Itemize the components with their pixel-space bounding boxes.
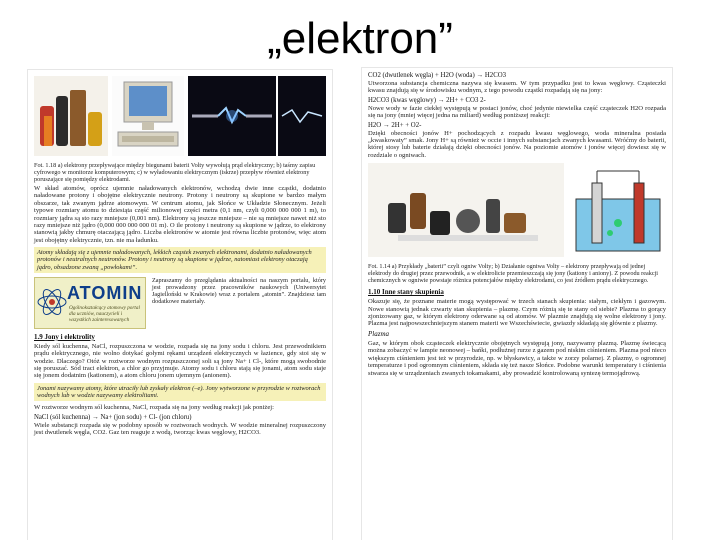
section-heading: 1.10 Inne stany skupienia <box>368 288 444 297</box>
spark-icon <box>278 76 326 156</box>
computer-icon <box>112 76 184 156</box>
paragraph: W roztworze wodnym sól kuchenna, NaCl, rozpada się na jony według reakcji jak poniżej: <box>34 404 274 412</box>
paragraph: Nowe wody w fazie ciekłej występują w postaci jonów, choć jedynie niewielka część cząsteczek H2O rozpada się na jony (mniej więcej jedna na miliard) według poniższej reakcji: <box>368 104 666 120</box>
figure-row <box>368 163 666 259</box>
section-heading: 1.9 Jony i elektrolity <box>34 332 95 341</box>
spark-photo-2 <box>278 76 326 156</box>
batteries-photo <box>34 76 108 156</box>
formula: H2CO3 (kwas węglowy) → 2H+ + CO3 2- <box>368 96 486 104</box>
formula: H2O → 2H+ + O2- <box>368 121 422 129</box>
spark-icon <box>188 76 276 156</box>
computer-photo <box>112 76 184 156</box>
photo-strip <box>34 76 326 160</box>
highlight-box: Jonami nazywamy atomy, które utraciły lub zyskały elektron (–e). Jony wytworzone w przyrodzie w roztworach wodnych lub w wodzie nazywamy elektrolitami. <box>34 383 326 401</box>
paragraph: Gaz, w którym obok cząsteczek elektrycznie obojętnych występują jony, nazywamy plazmą. Plazmę świecącą można zobaczyć w lampie neonowej – bańki, podłużnej rurze z gazem pod niskim ciśnieniem. Plazma pod nieco większym ciśnieniem jest też w przyrodzie, np. w błyskawicy, a także w zorzy polarnej. Z plazmy, o ogromnej temperaturze i pod ogromnym ciśnieniem, składa się też nasze Słońce. Podobne warunki temperatury i ciśnienia stwarza się w urządzeniach zwanych tokamakami, aby prowadzić kontrolowaną syntezę termojądrową. <box>368 339 666 377</box>
formula: CO2 (dwutlenek węgla) + H2O (woda) → H2CO3 <box>368 72 507 79</box>
atomin-logo[interactable] <box>34 277 146 329</box>
galvanic-cell-icon <box>568 163 668 257</box>
atomin-description: Zapraszamy do przeglądania aktualności na naszym portalu, który jest prowadzony przez pracowników naukowych (Uniwersytet Jagielloński w Krakowie) wraz z portalem „atomin”. Znajdziesz tam dodatkowe materiały. <box>152 276 326 305</box>
figure-caption: Fot. 1.14 a) Przykłady „baterii” czyli ogniw Volty; b) Działanie ogniwa Volty – elektrony przepływają od jednej elektrody do drugiej przez przewodnik, a w elektrolicie przemieszczają się jony (kationy i aniony). Z powodu reakcji chemicznych w ogniwie powstaje różnica potencjałów między elektrodami, co jest źródłem prądu elektrycznego. <box>368 263 659 285</box>
batteries-icon <box>34 76 108 156</box>
batteries-pile-icon <box>368 163 564 257</box>
right-page-scan <box>362 68 672 540</box>
paragraph: Kiedy sól kuchenna, NaCl, rozpuszczona w wodzie, rozpada się na jony sodu i chloru. Jest przewodnikiem prądu elektrycznego, nie wolno dotykać gołymi rękami urządzeń elektrycznych w łazience, gdy stoi się w wodzie. Dlaczego? Otóż w roztworze wodnym rozpuszczonej soli są jony Na+ i Cl-, które mogą swobodnie się poruszać. Sód traci elektron, a chlor go przyjmuje. Atomy sodu i chloru stają się jonami, atom sodu staje się jonem dodatnim (kationem), a atom chloru jonem ujemnym (anionem). <box>34 342 326 380</box>
subsection-heading: Plazma <box>368 329 389 338</box>
atomin-subtitle: Ogólnokształcący atomowy portal dla uczniów, nauczycieli i wszystkich zainteresowanych <box>69 304 140 323</box>
paragraph: W skład atomów, oprócz ujemnie naładowanych elektronów, wchodzą dwie inne cząstki, dodatnio naładowane protony i obojętne elektrycznie neutrony. Protony i neutrony są skupione w bardzo małym obszarze, tak zwanym jądrze atomowym. W centrum atomu, jak Słońce w Układzie Słonecznym. Jeżeli typowe rozmiary atomu to dziesiąta część milionowej części metra (0,1 nm, czyli 0,000 000 000 1 m), to rozmiary jądra są sto razy mniejsze (0,001 nm). Elektrony są jeszcze mniejsze – nie są mniejsze nawet niż sto razy mniejsze niż jądro (0,000 000 000 000 01 m). O ile protony i neutrony są skupione w jądrze, to elektrony stanowią jakby chmurę otaczającą jądro. Liczba elektronów w atomie jest równa liczbie protonów, więc atom jest obojętny elektrycznie, tzn. nie ma ładunku. <box>34 185 326 244</box>
formula: NaCl (sól kuchenna) → Na+ (jon sodu) + Cl- (jon chloru) <box>34 413 192 421</box>
spark-photo <box>188 76 276 156</box>
paragraph: Utworzona substancja chemiczna nazywa się kwasem. W tym przypadku jest to kwas węglowy. Cząsteczki kwasu znajdują się w środowisku wodnym, z tego powodu cząstki rozpadają się na jony: <box>368 80 666 95</box>
figure-caption: Fot. 1.18 a) elektrony przepływające między biegunami baterii Volty wywołują prąd elektryczny; b) taśmy zapisu cyfrowego w monitorze komputerowym; c) w wyładowaniu elektrycznym (iskrze) przepływ również elektrony poruszające się pomiędzy elektrodami. <box>34 162 316 183</box>
paragraph: Wiele substancji rozpada się w podobny sposób w roztworach wodnych. W wodzie mineralnej rozpuszczony jest dwutlenek węgla, CO2. Gaz ten reaguje z wodą, tworząc kwas węglowy, H2CO3. <box>34 421 326 437</box>
page-title: „elektron” <box>267 14 453 63</box>
highlight-box: Atomy składają się z ujemnie naładowanych, lekkich cząstek zwanych elektronami, dodatnio naładowanych protonów i neutralnych neutronów. Protony i neutrony są skupione w jądrze, natomiast elektrony otaczają jądro, obsadzone zwaną „powłokami”. <box>34 247 326 273</box>
atom-icon <box>35 278 69 326</box>
paragraph: Dzięki obecności jonów H+ pochodzących z rozpadu kwasu węglowego, woda mineralna posiada „kwaskowaty” smak. Jony H+ są również w occie i innych substancjach zwanych kwasami. Wróćmy do baterii, której stosy lub baterie działają dzięki obecności jonów. Na poziomie atomów i jonów więcej dowiesz się w rozdziale o ogniwach. <box>368 129 666 159</box>
atomin-block <box>34 277 326 329</box>
left-page-scan <box>28 70 332 540</box>
paragraph: Okazuje się, że poznane materie mogą występować w trzech stanach skupienia: stałym, ciekłym i gazowym. Nowe stanowią jednak czwarty stan skupienia – plazmę. Czym różnią się te stany od siebie? Plazma to gorący zjonizowany gaz, w którym elektrony oderwane są od atomów. W plazmie znajdują się wolne elektrony i jony. Plazma jest najpowszechniejszym stanem materii we Wszechświecie, gwiazdy składają się głównie z plazmy. <box>368 298 666 328</box>
atomin-brand: ATOMIN <box>67 282 143 303</box>
